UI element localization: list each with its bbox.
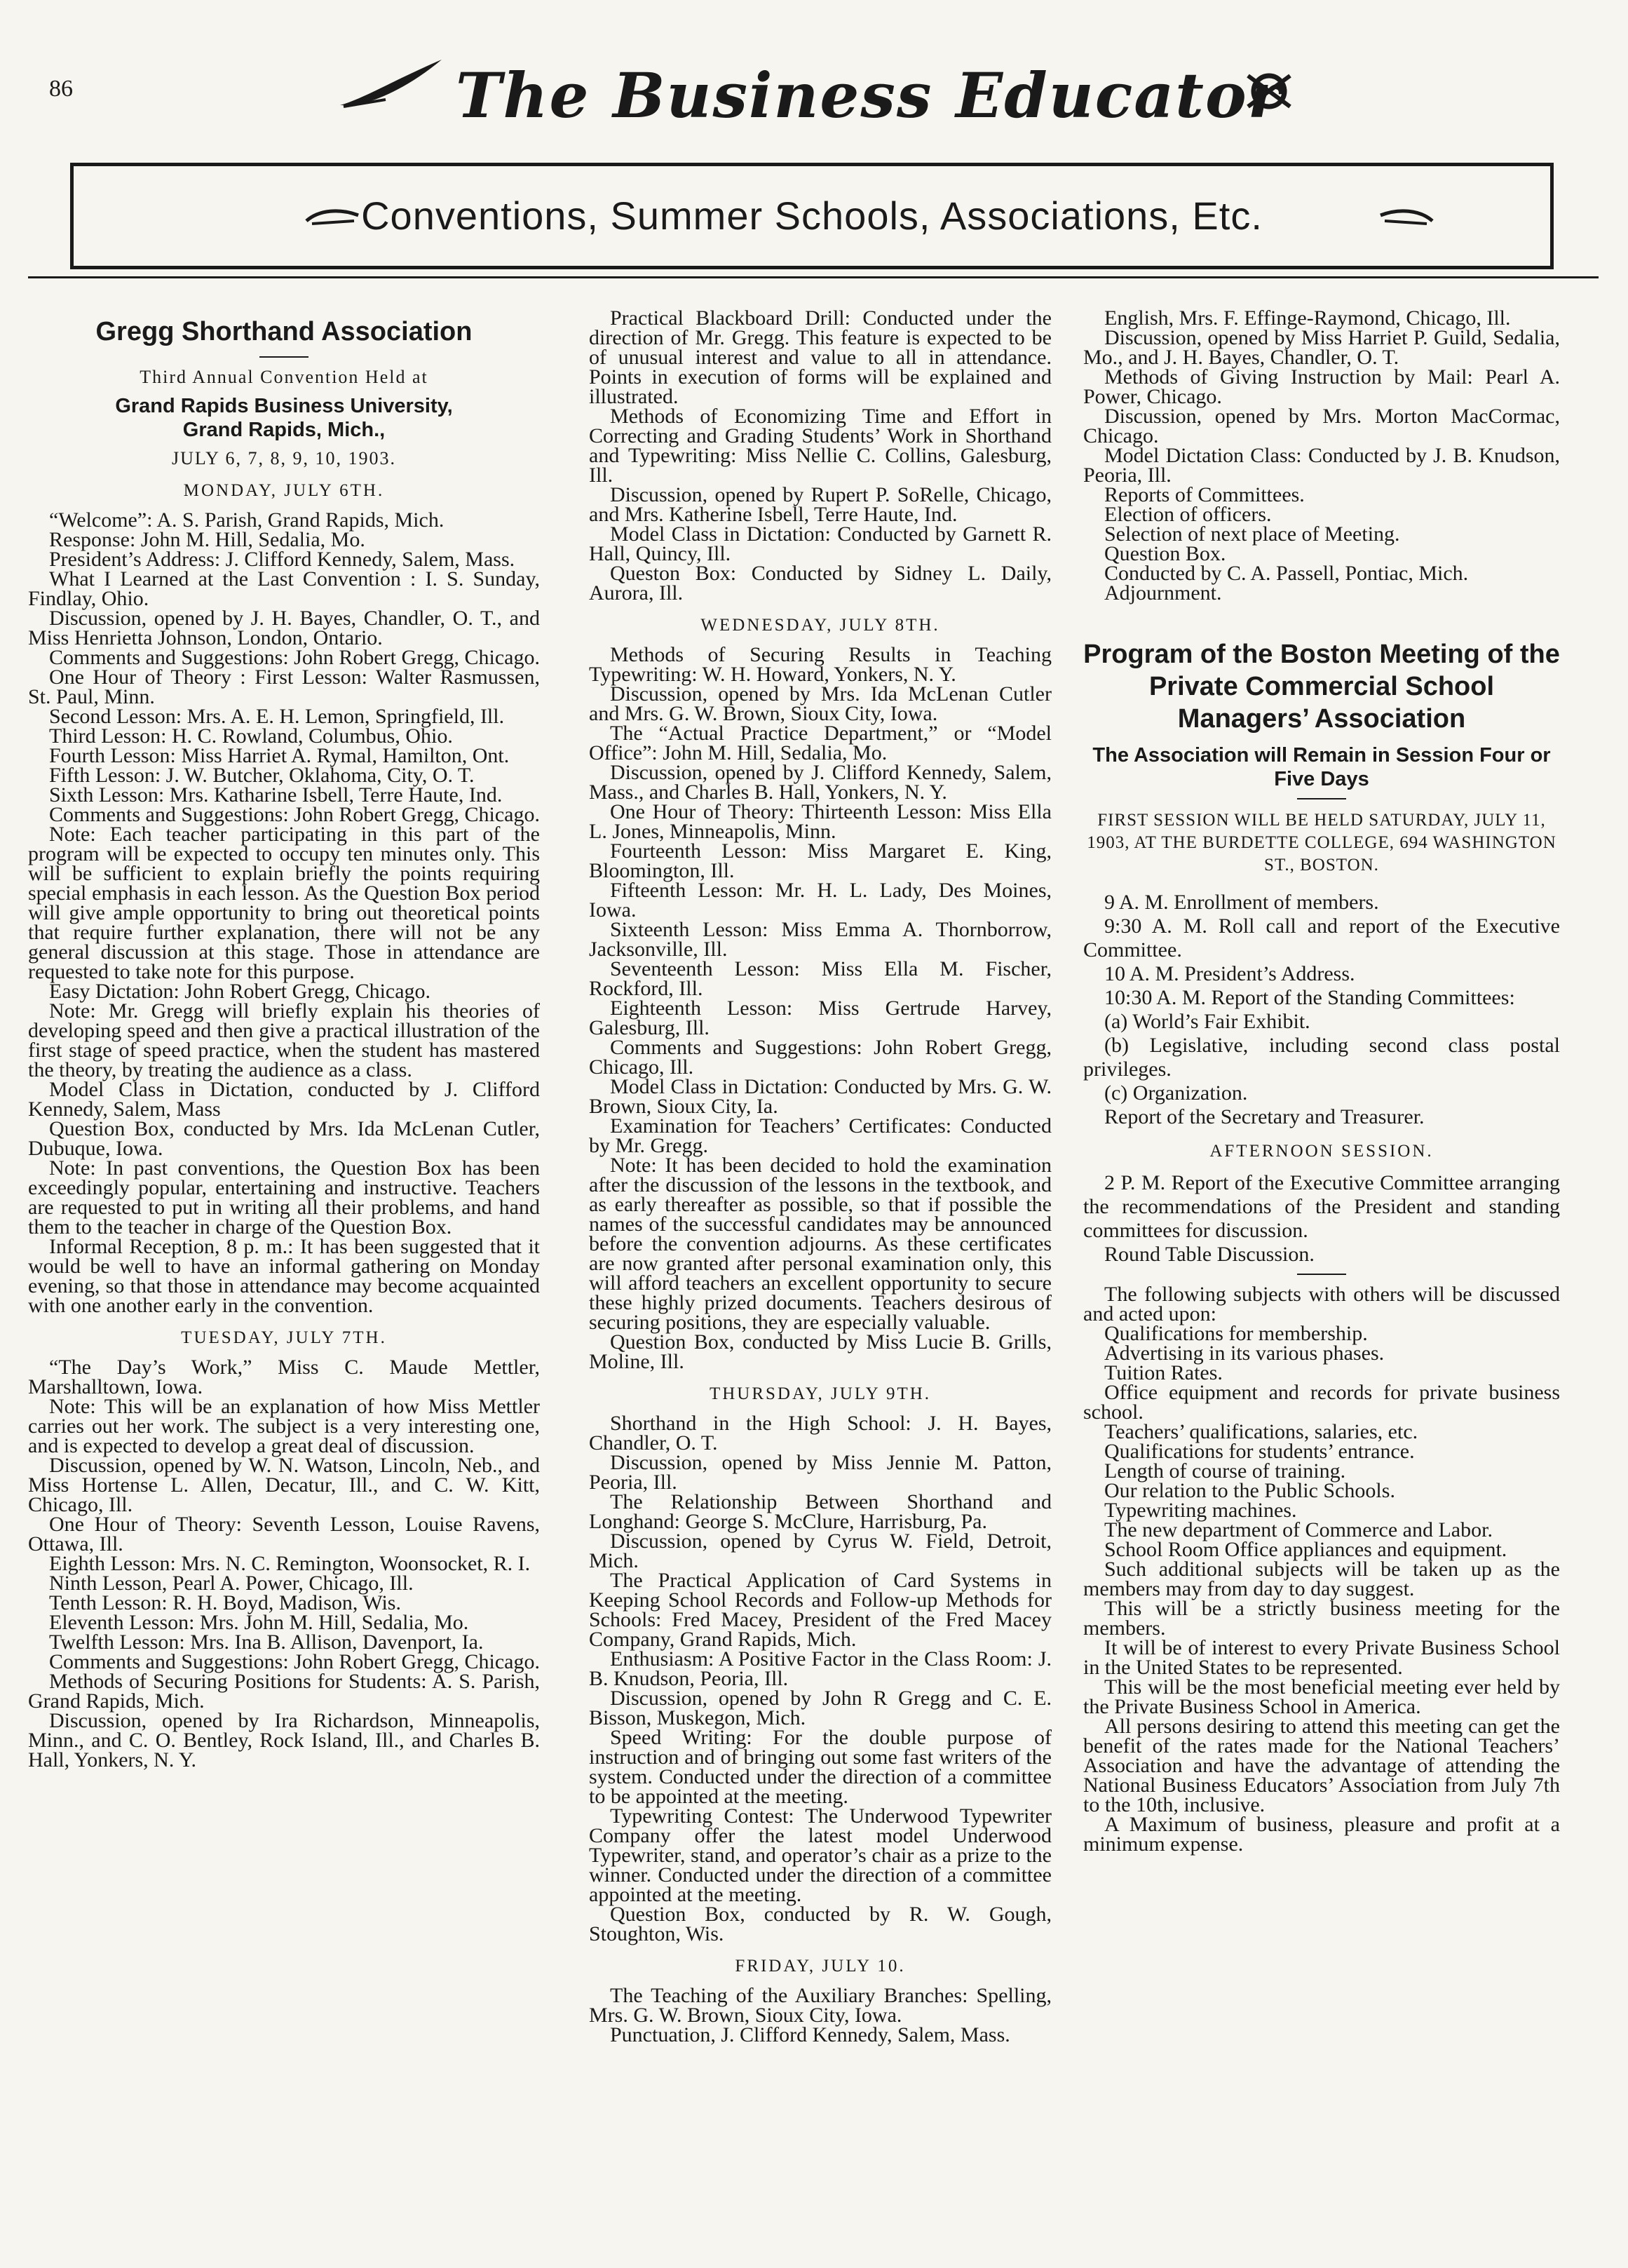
column-2 xyxy=(589,306,1052,2046)
masthead xyxy=(337,49,1318,133)
paragraph: Question Box. xyxy=(1104,542,1226,565)
paragraph: Discussion, opened by J. H. Bayes, Chandler, O. T., and Miss Henrietta Johnson, London, Ontario. xyxy=(28,607,540,649)
paragraph: One Hour of Theory : First Lesson: Walter Rasmussen, St. Paul, Minn. xyxy=(28,666,540,708)
paragraph: 9:30 A. M. Roll call and report of the Executive Committee. xyxy=(1083,914,1560,961)
paragraph: Shorthand in the High School: J. H. Bayes, Chandler, O. T. xyxy=(589,1412,1052,1454)
paragraph: Teachers’ qualifications, salaries, etc. xyxy=(1104,1420,1418,1443)
globe-ornament-icon xyxy=(1241,62,1297,118)
paragraph: Selection of next place of Meeting. xyxy=(1104,522,1400,546)
paragraph: Round Table Discussion. xyxy=(1104,1243,1315,1266)
paragraph: Discussion, opened by Miss Harriet P. Guild, Sedalia, Mo., and J. H. Bayes, Chandler, O. T. xyxy=(1083,326,1560,369)
boston-meeting-title: Program of the Boston Meeting of the Private Commercial School Managers’ Association xyxy=(1083,640,1560,734)
section-header-box xyxy=(70,163,1554,269)
paragraph: Our relation to the Public Schools. xyxy=(1104,1479,1395,1502)
paragraph: Punctuation, J. Clifford Kennedy, Salem, Mass. xyxy=(610,2023,1010,2046)
paragraph: 10 A. M. President’s Address. xyxy=(1104,962,1355,985)
paragraph: Comments and Suggestions: John Robert Gregg, Chicago. xyxy=(49,646,540,669)
paragraph: Tenth Lesson: R. H. Boyd, Madison, Wis. xyxy=(49,1591,401,1614)
paragraph: Informal Reception, 8 p. m.: It has been suggested that it would be well to have an informal gathering on Monday evening, so that those in attendance may become acquainted with one another early in the convention. xyxy=(28,1235,540,1317)
page-number: 86 xyxy=(49,76,73,102)
top-rule xyxy=(28,276,1599,278)
paragraph: One Hour of Theory: Thirteenth Lesson: Miss Ella L. Jones, Minneapolis, Minn. xyxy=(589,800,1052,843)
paragraph: This will be the most beneficial meeting ever held by the Private Business School in America. xyxy=(1083,1675,1560,1718)
paragraph: 9 A. M. Enrollment of members. xyxy=(1104,891,1379,914)
paragraph: Election of officers. xyxy=(1104,503,1272,526)
paragraph: Eighteenth Lesson: Miss Gertrude Harvey, Galesburg, Ill. xyxy=(589,997,1052,1039)
paragraph: English, Mrs. F. Effinge-Raymond, Chicago, Ill. xyxy=(1104,306,1511,330)
paragraph: The following subjects with others will be discussed and acted upon: xyxy=(1083,1283,1560,1325)
paragraph: Comments and Suggestions: John Robert Gregg, Chicago. xyxy=(49,1650,540,1673)
paragraph: Methods of Securing Results in Teaching Typewriting: W. H. Howard, Yonkers, N. Y. xyxy=(589,643,1052,686)
paragraph: Fourteenth Lesson: Miss Margaret E. King, Bloomington, Ill. xyxy=(589,839,1052,882)
paragraph: Tuition Rates. xyxy=(1104,1361,1223,1384)
paragraph: Practical Blackboard Drill: Conducted under the direction of Mr. Gregg. This feature is expected to be of unusual interest and value to all in attendance. Points in execution of forms will be explained and illustrated. xyxy=(589,306,1052,408)
paragraph: Conducted by C. A. Passell, Pontiac, Mich. xyxy=(1104,562,1469,585)
paragraph: Fourth Lesson: Miss Harriet A. Rymal, Hamilton, Ont. xyxy=(49,744,510,767)
paragraph: Methods of Economizing Time and Effort in Correcting and Grading Students’ Work in Shorthand and Typewriting: Miss Nellie C. Collins, Galesburg, Ill. xyxy=(589,405,1052,487)
convention-dates: JULY 6, 7, 8, 9, 10, 1903. xyxy=(172,448,396,468)
paragraph: Discussion, opened by John R Gregg and C. E. Bisson, Muskegon, Mich. xyxy=(589,1687,1052,1729)
paragraph: Question Box, conducted by Mrs. Ida McLenan Cutler, Dubuque, Iowa. xyxy=(28,1117,540,1160)
divider xyxy=(1297,1274,1346,1275)
column-1 xyxy=(28,309,540,1770)
wednesday-heading: WEDNESDAY, JULY 8TH. xyxy=(700,616,940,635)
section-header-title: Conventions, Summer Schools, Associations, Etc. xyxy=(361,194,1263,238)
paragraph: Examination for Teachers’ Certificates: Conducted by Mr. Gregg. xyxy=(589,1114,1052,1157)
paragraph: Eleventh Lesson: Mrs. John M. Hill, Sedalia, Mo. xyxy=(49,1611,469,1634)
paragraph: A Maximum of business, pleasure and profit at a minimum expense. xyxy=(1083,1813,1560,1856)
paragraph: (b) Legislative, including second class postal privileges. xyxy=(1083,1034,1560,1081)
paragraph: “The Day’s Work,” Miss C. Maude Mettler, Marshalltown, Iowa. xyxy=(28,1356,540,1398)
convention-place-2: Grand Rapids, Mich., xyxy=(182,419,386,441)
paragraph: Note: It has been decided to hold the examination after the discussion of the lessons in the textbook, and as early thereafter as possible, so that if possible the names of the successful candidates may be announced before the convention adjourns. As these certificates are now granted after personal examination only, this will afford teachers an excellent opportunity to secure these highly prized documents. Teachers desirous of securing positions, they are especially valuable. xyxy=(589,1154,1052,1334)
paragraph: Sixth Lesson: Mrs. Katharine Isbell, Terre Haute, Ind. xyxy=(49,783,503,806)
paragraph: What I Learned at the Last Convention : I. S. Sunday, Findlay, Ohio. xyxy=(28,567,540,610)
paragraph: Speed Writing: For the double purpose of instruction and of bringing out some fast writers of the system. Conducted under the direction of a committee to be appointed at the meeting. xyxy=(589,1726,1052,1808)
masthead-title: The Business Educator xyxy=(456,59,1282,132)
paragraph: Question Box, conducted by R. W. Gough, Stoughton, Wis. xyxy=(589,1903,1052,1945)
paragraph: Comments and Suggestions: John Robert Gregg, Chicago. xyxy=(49,803,540,826)
paragraph: Discussion, opened by Ira Richardson, Minneapolis, Minn., and C. O. Bentley, Rock Island, Ill., and Charles B. Hall, Yonkers, N. Y. xyxy=(28,1709,540,1771)
paragraph: Note: In past conventions, the Question Box has been exceedingly popular, entertaining and instructive. Teachers are requested to put in writing all their problems, and hand them to the teacher in charge of the Question Box. xyxy=(28,1156,540,1238)
paragraph: Discussion, opened by Rupert P. SoRelle, Chicago, and Mrs. Katherine Isbell, Terre Haute, Ind. xyxy=(589,483,1052,526)
afternoon-heading: AFTERNOON SESSION. xyxy=(1209,1142,1434,1161)
paragraph: Typewriting machines. xyxy=(1104,1499,1297,1522)
paragraph: Adjournment. xyxy=(1104,581,1222,605)
paragraph: Sixteenth Lesson: Miss Emma A. Thornborrow, Jacksonville, Ill. xyxy=(589,918,1052,961)
paragraph: Eighth Lesson: Mrs. N. C. Remington, Woonsocket, R. I. xyxy=(49,1552,531,1575)
paragraph: (c) Organization. xyxy=(1104,1081,1248,1105)
column-3 xyxy=(1083,306,1560,1856)
paragraph: Typewriting Contest: The Underwood Typewriter Company offer the latest model Underwood Typewriter, stand, and operator’s chair as a prize to the winner. Conducted under the direction of a committee appointed at the meeting. xyxy=(589,1804,1052,1906)
paragraph: The Practical Application of Card Systems in Keeping School Records and Follow-up Methods for Schools: Fred Macey, President of the Fred Macey Company, Grand Rapids, Mich. xyxy=(589,1569,1052,1651)
paragraph: Discussion, opened by Mrs. Ida McLenan Cutler and Mrs. G. W. Brown, Sioux City, Iowa. xyxy=(589,682,1052,725)
paragraph: Comments and Suggestions: John Robert Gregg, Chicago, Ill. xyxy=(589,1036,1052,1079)
tuesday-heading: TUESDAY, JULY 7TH. xyxy=(181,1328,387,1347)
paragraph: The Teaching of the Auxiliary Branches: Spelling, Mrs. G. W. Brown, Sioux City, Iowa. xyxy=(589,1984,1052,2027)
convention-place-1: Grand Rapids Business University, xyxy=(115,395,453,417)
paragraph: Length of course of training. xyxy=(1104,1459,1346,1483)
paragraph: 10:30 A. M. Report of the Standing Committees: xyxy=(1104,986,1515,1009)
paragraph: Advertising in its various phases. xyxy=(1104,1342,1385,1365)
paragraph: Discussion, opened by W. N. Watson, Lincoln, Neb., and Miss Hortense L. Allen, Decatur, Ill., and C. W. Kitt, Chicago, Ill. xyxy=(28,1454,540,1516)
paragraph: Fifteenth Lesson: Mr. H. L. Lady, Des Moines, Iowa. xyxy=(589,879,1052,922)
paragraph: Methods of Giving Instruction by Mail: Pearl A. Power, Chicago. xyxy=(1083,365,1560,408)
paragraph: Qualifications for students’ entrance. xyxy=(1104,1440,1415,1463)
paragraph: School Room Office appliances and equipment. xyxy=(1104,1538,1507,1561)
paragraph: One Hour of Theory: Seventh Lesson, Louise Ravens, Ottawa, Ill. xyxy=(28,1513,540,1555)
paragraph: Discussion, opened by Miss Jennie M. Patton, Peoria, Ill. xyxy=(589,1451,1052,1494)
paragraph: Note: Mr. Gregg will briefly explain his theories of developing speed and then give a practical illustration of the first stage of speed practice, when the student has mastered the theory, by treating the audience as a class. xyxy=(28,999,540,1081)
paragraph: Model Dictation Class: Conducted by J. B. Knudson, Peoria, Ill. xyxy=(1083,444,1560,487)
paragraph: Methods of Securing Positions for Students: A. S. Parish, Grand Rapids, Mich. xyxy=(28,1670,540,1713)
paragraph: The “Actual Practice Department,” or “Model Office”: John M. Hill, Sedalia, Mo. xyxy=(589,722,1052,764)
paragraph: Discussion, opened by J. Clifford Kennedy, Salem, Mass., and Charles B. Hall, Yonkers, N. Y. xyxy=(589,761,1052,804)
paragraph: Easy Dictation: John Robert Gregg, Chicago. xyxy=(49,980,431,1003)
thursday-heading: THURSDAY, JULY 9TH. xyxy=(709,1384,932,1403)
right-flourish-icon xyxy=(1378,203,1434,231)
monday-heading: MONDAY, JULY 6TH. xyxy=(183,481,385,500)
paragraph: The new department of Commerce and Labor. xyxy=(1104,1518,1493,1541)
paragraph: Twelfth Lesson: Mrs. Ina B. Allison, Davenport, Ia. xyxy=(49,1631,484,1654)
paragraph: Model Class in Dictation: Conducted by Garnett R. Hall, Quincy, Ill. xyxy=(589,522,1052,565)
paragraph: It will be of interest to every Private Business School in the United States to be represented. xyxy=(1083,1636,1560,1679)
friday-heading: FRIDAY, JULY 10. xyxy=(735,1957,906,1976)
paragraph: “Welcome”: A. S. Parish, Grand Rapids, Mich. xyxy=(49,508,445,532)
paragraph: Note: This will be an explanation of how Miss Mettler carries out her work. The subject is a very interesting one, and is expected to develop a great deal of discussion. xyxy=(28,1395,540,1457)
paragraph: Second Lesson: Mrs. A. E. H. Lemon, Springfield, Ill. xyxy=(49,705,505,728)
paragraph: Discussion, opened by Mrs. Morton MacCormac, Chicago. xyxy=(1083,405,1560,447)
paragraph: 2 P. M. Report of the Executive Committee arranging the recommendations of the President and standing committees for discussion. xyxy=(1083,1171,1560,1242)
divider xyxy=(1297,798,1346,799)
paragraph: Such additional subjects will be taken up as the members may from day to day suggest. xyxy=(1083,1558,1560,1600)
paragraph: All persons desiring to attend this meeting can get the benefit of the rates made for the National Teachers’ Association and have the advantage of attending the National Business Educators’ Association from July 7th to the 10th, inclusive. xyxy=(1083,1715,1560,1816)
paragraph: Discussion, opened by Cyrus W. Field, Detroit, Mich. xyxy=(589,1530,1052,1572)
divider xyxy=(259,356,308,358)
paragraph: (a) World’s Fair Exhibit. xyxy=(1104,1010,1310,1033)
paragraph: Office equipment and records for private business school. xyxy=(1083,1381,1560,1424)
paragraph: Reports of Committees. xyxy=(1104,483,1305,506)
paragraph: Seventeenth Lesson: Miss Ella M. Fischer, Rockford, Ill. xyxy=(589,957,1052,1000)
paragraph: Response: John M. Hill, Sedalia, Mo. xyxy=(49,528,365,551)
paragraph: This will be a strictly business meeting for the members. xyxy=(1083,1597,1560,1640)
gregg-association-title: Gregg Shorthand Association xyxy=(95,317,473,346)
first-session-notice: FIRST SESSION WILL BE HELD SATURDAY, JULY 11, 1903, AT THE BURDETTE COLLEGE, 694 WASHINGTON ST., BOSTON. xyxy=(1087,811,1556,875)
paragraph: Note: Each teacher participating in this part of the program will be expected to occupy ten minutes only. This will be sufficient to explain briefly the points requiring special emphasis in each lesson. As the Question Box period will give ample opportunity to bring out theoretical points that require further explanation, there will not be any general discussion at this stage. Those in attendance are requested to take note for this purpose. xyxy=(28,823,540,983)
convention-line: Third Annual Convention Held at xyxy=(140,367,428,387)
paragraph: Third Lesson: H. C. Rowland, Columbus, Ohio. xyxy=(49,724,453,748)
quill-pen-icon xyxy=(337,56,449,112)
paragraph: Model Class in Dictation, conducted by J. Clifford Kennedy, Salem, Mass xyxy=(28,1078,540,1121)
paragraph: President’s Address: J. Clifford Kennedy, Salem, Mass. xyxy=(49,548,515,571)
paragraph: Ninth Lesson, Pearl A. Power, Chicago, Ill. xyxy=(49,1572,414,1595)
paragraph: Model Class in Dictation: Conducted by Mrs. G. W. Brown, Sioux City, Ia. xyxy=(589,1075,1052,1118)
paragraph: The Relationship Between Shorthand and Longhand: George S. McClure, Harrisburg, Pa. xyxy=(589,1490,1052,1533)
paragraph: Qualifications for membership. xyxy=(1104,1322,1368,1345)
paragraph: Enthusiasm: A Positive Factor in the Class Room: J. B. Knudson, Peoria, Ill. xyxy=(589,1647,1052,1690)
boston-meeting-subtitle: The Association will Remain in Session Four or Five Days xyxy=(1092,744,1551,790)
paragraph: Question Box, conducted by Miss Lucie B. Grills, Moline, Ill. xyxy=(589,1330,1052,1373)
paragraph: Report of the Secretary and Treasurer. xyxy=(1104,1105,1425,1128)
paragraph: Fifth Lesson: J. W. Butcher, Oklahoma, City, O. T. xyxy=(49,764,475,787)
paragraph: Queston Box: Conducted by Sidney L. Daily, Aurora, Ill. xyxy=(589,562,1052,605)
